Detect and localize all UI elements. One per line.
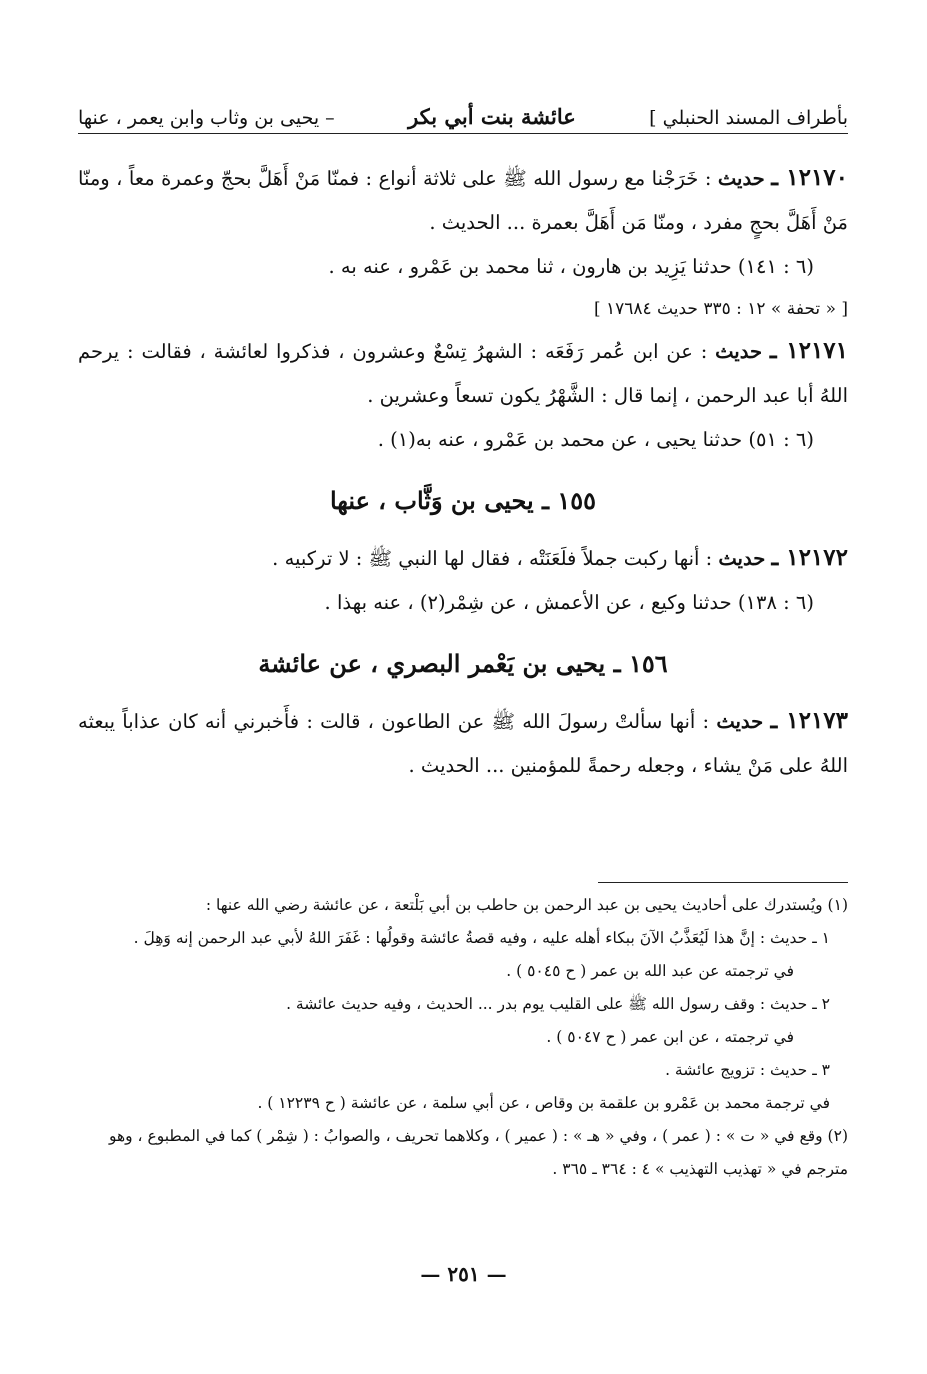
header-section-title: – يحيى بن وثاب وابن يعمر ، عنها bbox=[78, 107, 335, 129]
isnad-chain: (٦ : ١٤١) حدثنا يَزِيد بن هارون ، ثنا محمد بن عَمْرو ، عنه به . bbox=[328, 255, 814, 278]
hadith-number: ١٢١٧٢ ـ bbox=[771, 544, 848, 571]
footnote-1: (١) ويُستدرك على أحاديث يحيى بن عبد الرحمن بن حاطب بن أبي بَلْتعة ، عن عائشة رضي الله عنها : bbox=[205, 896, 848, 914]
section-heading-156: ١٥٦ ـ يحيى بن يَعْمر البصري ، عن عائشة bbox=[258, 649, 668, 678]
hadith-keyword: حديث bbox=[717, 167, 765, 190]
page-number: — ٢٥١ — bbox=[420, 1262, 507, 1286]
hadith-text: : أنها سألتْ رسولَ الله ﷺ عن الطاعون ، قالت : فأَخبرني أنه كان عذاباً يبعثه اللهُ على مَنْ يشاء ، وجعله رحمةً للمؤمنين ... الحديث . bbox=[78, 710, 848, 777]
footnote-1-item-1: ١ ـ حديث : إنَّ هذا لَيُعَذَّبُ الآنَ ببكاء أهله عليه ، وفيه قصةُ عائشة وقولُها : غَفَرَ اللهُ لأبي عبد الرحمن إنه وَهِلَ . bbox=[133, 929, 830, 947]
tuhfa-reference: [ « تحفة » ١٢ : ٣٣٥ حديث ١٧٦٨٤ ] bbox=[593, 299, 848, 319]
hadith-text: : خَرَجْنا مع رسول الله ﷺ على ثلاثة أنواع : فمنّا مَنْ أَهَلَّ بحجّ وعمرة معاً ، ومنّا مَنْ أَهَلَّ بحجٍ مفرد ، ومنّا مَن أَهَلَّ بعمرة ... الحديث . bbox=[78, 167, 848, 234]
hadith-entry-12170 bbox=[78, 156, 848, 245]
footnote-1-item-3-source: في ترجمة محمد بن عَمْرو بن علقمة بن وقاص ، عن أبي سلمة ، عن عائشة ( ح ١٢٢٣٩ ) . bbox=[257, 1094, 830, 1112]
running-header bbox=[78, 104, 848, 134]
hadith-number: ١٢١٧١ ـ bbox=[769, 337, 849, 364]
section-heading-155: ١٥٥ ـ يحيى بن وَثَّاب ، عنها bbox=[329, 486, 597, 515]
hadith-number: ١٢١٧٣ ـ bbox=[770, 707, 849, 734]
hadith-keyword: حديث bbox=[718, 547, 766, 570]
footnote-1-item-3: ٣ ـ حديث : تزويج عائشة . bbox=[665, 1061, 830, 1079]
hadith-text: : أنها ركبت جملاً فلَعَنَتْه ، فقال لها النبي ﷺ : لا تركبيه . bbox=[272, 547, 713, 570]
footnote-1-item-1-source: في ترجمته عن عبد الله بن عمر ( ح ٥٠٤٥ ) . bbox=[506, 962, 794, 980]
header-chapter-title: عائشة بنت أبي بكر bbox=[408, 104, 576, 129]
hadith-text: : عن ابن عُمر رَفَعَه : الشهرُ تِسْعٌ وعشرون ، فذكروا لعائشة ، فقالت : يرحم اللهُ أبا عبد الرحمن ، إنما قال : الشَّهْرُ يكون تسعاً وعشرين . bbox=[78, 340, 848, 407]
hadith-keyword: حديث bbox=[716, 710, 764, 733]
header-book-title: بأطراف المسند الحنبلي ] bbox=[649, 107, 848, 129]
hadith-entry-12173 bbox=[78, 699, 848, 788]
hadith-number: ١٢١٧٠ ـ bbox=[771, 164, 849, 191]
main-text bbox=[78, 156, 848, 788]
hadith-keyword: حديث bbox=[715, 340, 763, 363]
footnote-2: (٢) وقع في « ت » : ( عمر ) ، وفي « هـ » : ( عمير ) ، وكلاهما تحريف ، والصوابُ : ( شِمْر ) كما في المطبوع ، وهو مترجم في « تهذيب التهذيب » ٤ : ٣٦٤ ـ ٣٦٥ . bbox=[108, 1127, 848, 1178]
isnad-chain: (٦ : ٥١) حدثنا يحيى ، عن محمد بن عَمْرو ، عنه به(١) . bbox=[377, 428, 814, 451]
footnote-1-item-2-source: في ترجمته ، عن ابن عمر ( ح ٥٠٤٧ ) . bbox=[546, 1028, 794, 1046]
footnotes bbox=[78, 882, 848, 1186]
footnote-divider bbox=[598, 882, 848, 883]
hadith-entry-12171 bbox=[78, 329, 848, 418]
footnote-1-item-2: ٢ ـ حديث : وقف رسول الله ﷺ على القليب يوم بدر ... الحديث ، وفيه حديث عائشة . bbox=[286, 995, 830, 1013]
hadith-entry-12172 bbox=[78, 536, 848, 581]
isnad-chain: (٦ : ١٣٨) حدثنا وكيع ، عن الأعمش ، عن شِمْر(٢) ، عنه بهذا . bbox=[324, 591, 814, 614]
